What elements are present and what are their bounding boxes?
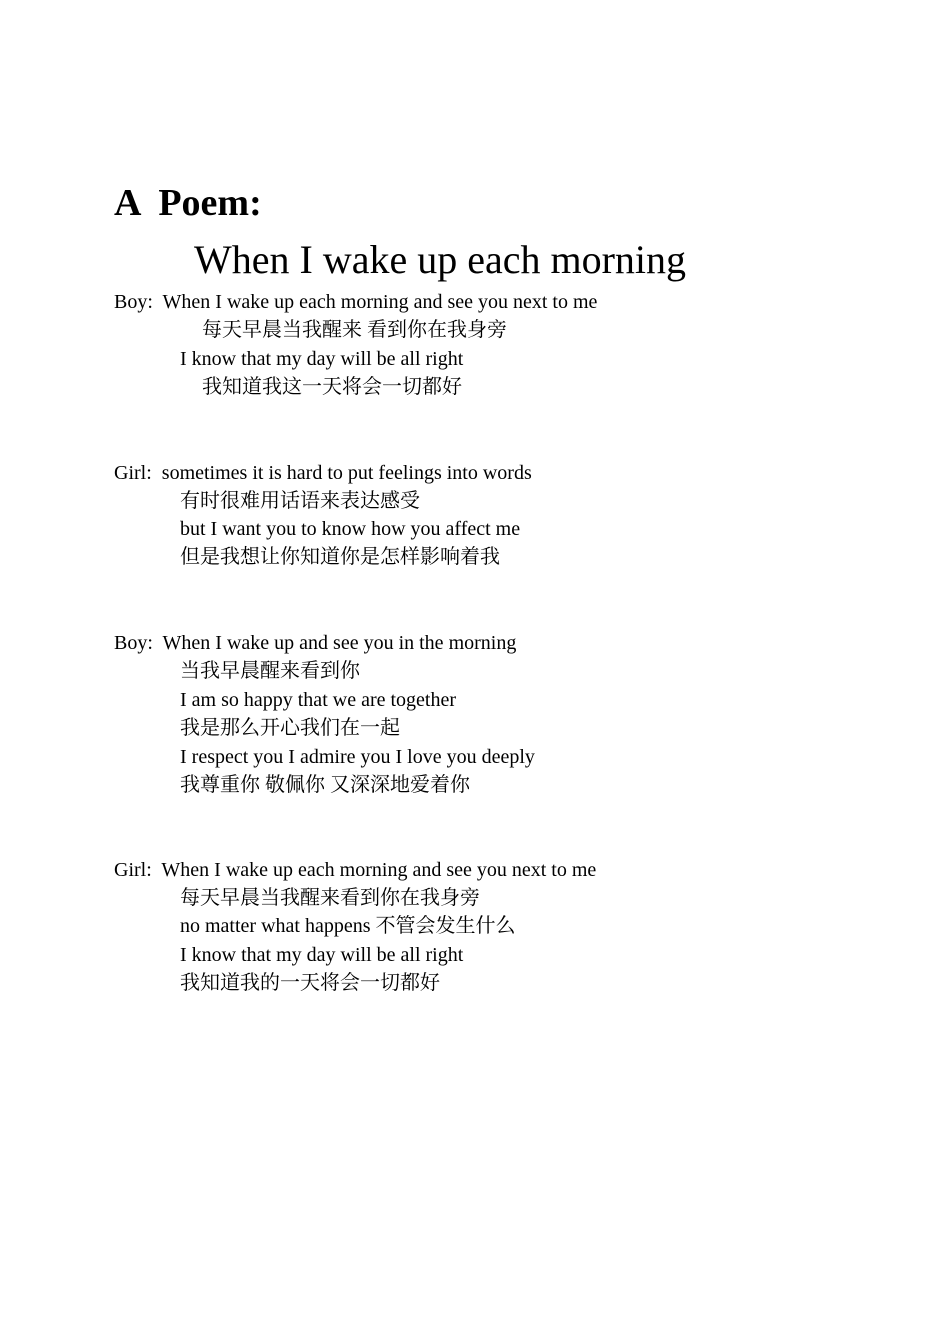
poem-line: 我尊重你 敬佩你 又深深地爱着你 (180, 774, 470, 796)
stanza-4-first-line (114, 856, 596, 884)
poem-line: 我知道我的一天将会一切都好 (180, 972, 440, 994)
speaker-label: Girl: (114, 859, 152, 881)
poem-line: 每天早晨当我醒来看到你在我身旁 (180, 887, 480, 909)
page-heading: A Poem: (114, 182, 262, 224)
poem-line: 我是那么开心我们在一起 (180, 717, 400, 739)
poem-line: I know that my day will be all right (180, 944, 464, 966)
poem-line: sometimes it is hard to put feelings into words (161, 462, 532, 484)
poem-line: 每天早晨当我醒来 看到你在我身旁 (202, 319, 507, 341)
poem-line: 但是我想让你知道你是怎样影响着我 (180, 546, 500, 568)
poem-line: 有时很难用话语来表达感受 (180, 490, 420, 512)
poem-line: I am so happy that we are together (180, 689, 457, 711)
speaker-label: Boy: (114, 291, 153, 313)
stanza-1-first-line (114, 288, 597, 316)
poem-line: I know that my day will be all right (180, 348, 464, 370)
poem-line: but I want you to know how you affect me (180, 518, 521, 540)
poem-line: When I wake up each morning and see you next to me (162, 291, 598, 313)
poem-line: 当我早晨醒来看到你 (180, 660, 360, 682)
poem-line: no matter what happens 不管会发生什么 (180, 915, 516, 937)
stanza-3-first-line (114, 629, 516, 657)
poem-line: 我知道我这一天将会一切都好 (202, 376, 462, 398)
poem-line: When I wake up and see you in the morning (162, 632, 517, 654)
poem-title: When I wake up each morning (194, 237, 687, 282)
stanza-2-first-line (114, 459, 532, 487)
speaker-label: Girl: (114, 462, 152, 484)
speaker-label: Boy: (114, 632, 153, 654)
poem-line: I respect you I admire you I love you deeply (180, 746, 535, 768)
poem-line: When I wake up each morning and see you next to me (161, 859, 597, 881)
